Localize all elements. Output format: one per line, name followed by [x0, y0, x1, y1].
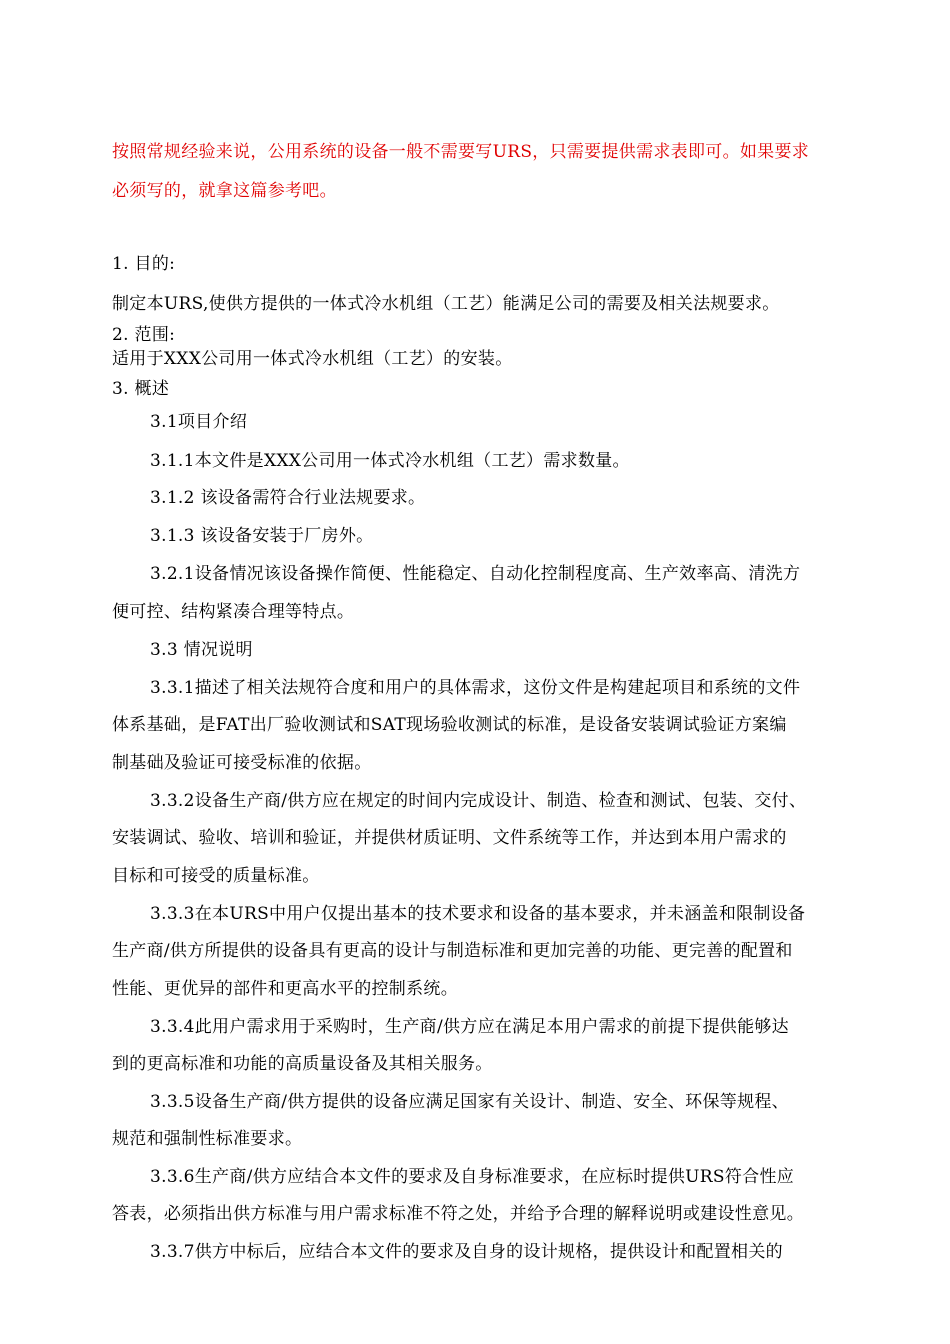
section-3-3-5-line-1: 3.3.5设备生产商/供方提供的设备应满足国家有关设计、制造、安全、环保等规程、 — [150, 1092, 789, 1112]
section-3-3-1-line-2: 体系基础，是FAT出厂验收测试和SAT现场验收测试的标准，是设备安装调试验证方案编 — [112, 715, 787, 735]
section-3-1-2: 3.1.2 该设备需符合行业法规要求。 — [150, 488, 426, 508]
section-3-1: 3.1项目介绍 — [150, 412, 248, 432]
section-2-heading: 2. 范围: — [112, 325, 176, 345]
section-3-3-4-line-1: 3.3.4此用户需求用于采购时，生产商/供方应在满足本用户需求的前提下提供能够达 — [150, 1017, 789, 1037]
section-3-1-3: 3.1.3 该设备安装于厂房外。 — [150, 526, 374, 546]
section-3-3-2-line-2: 安装调试、验收、培训和验证，并提供材质证明、文件系统等工作，并达到本用户需求的 — [112, 828, 787, 848]
section-3-3-4-line-2: 到的更高标准和功能的高质量设备及其相关服务。 — [112, 1054, 493, 1074]
section-3-3-7-line-1: 3.3.7供方中标后，应结合本文件的要求及自身的设计规格，提供设计和配置相关的 — [150, 1242, 783, 1262]
section-3-1-1: 3.1.1本文件是XXX公司用一体式冷水机组（工艺）需求数量。 — [150, 451, 630, 471]
section-3-3-6-line-2: 答表，必须指出供方标准与用户需求标准不符之处，并给予合理的解释说明或建设性意见。 — [112, 1204, 804, 1224]
section-3-3-2-line-1: 3.3.2设备生产商/供方应在规定的时间内完成设计、制造、检查和测试、包装、交付、 — [150, 791, 807, 811]
section-3-2-1-line-1: 3.2.1设备情况该设备操作简便、性能稳定、自动化控制程度高、生产效率高、清洗方 — [150, 564, 801, 584]
section-2-body: 适用于XXX公司用一体式冷水机组（工艺）的安装。 — [112, 349, 513, 369]
section-3-3: 3.3 情况说明 — [150, 640, 253, 660]
notice-line-2: 必须写的，就拿这篇参考吧。 — [112, 181, 337, 201]
notice-line-1: 按照常规经验来说，公用系统的设备一般不需要写URS，只需要提供需求表即可。如果要求 — [112, 142, 810, 162]
section-1-body: 制定本URS,使供方提供的一体式冷水机组（工艺）能满足公司的需要及相关法规要求。 — [112, 294, 780, 314]
section-3-3-1-line-1: 3.3.1描述了相关法规符合度和用户的具体需求，这份文件是构建起项目和系统的文件 — [150, 678, 801, 698]
section-3-3-1-line-3: 制基础及验证可接受标准的依据。 — [112, 753, 372, 773]
section-3-3-5-line-2: 规范和强制性标准要求。 — [112, 1129, 303, 1149]
section-3-3-3-line-1: 3.3.3在本URS中用户仅提出基本的技术要求和设备的基本要求，并未涵盖和限制设备 — [150, 904, 806, 924]
section-3-3-2-line-3: 目标和可接受的质量标准。 — [112, 866, 320, 886]
section-3-3-3-line-3: 性能、更优异的部件和更高水平的控制系统。 — [112, 979, 458, 999]
section-3-3-3-line-2: 生产商/供方所提供的设备具有更高的设计与制造标准和更加完善的功能、更完善的配置和 — [112, 941, 793, 961]
section-3-3-6-line-1: 3.3.6生产商/供方应结合本文件的要求及自身标准要求，在应标时提供URS符合性应 — [150, 1167, 795, 1187]
section-3-heading: 3. 概述 — [112, 379, 170, 399]
section-1-heading: 1. 目的: — [112, 254, 176, 274]
section-3-2-1-line-2: 便可控、结构紧凑合理等特点。 — [112, 602, 355, 622]
